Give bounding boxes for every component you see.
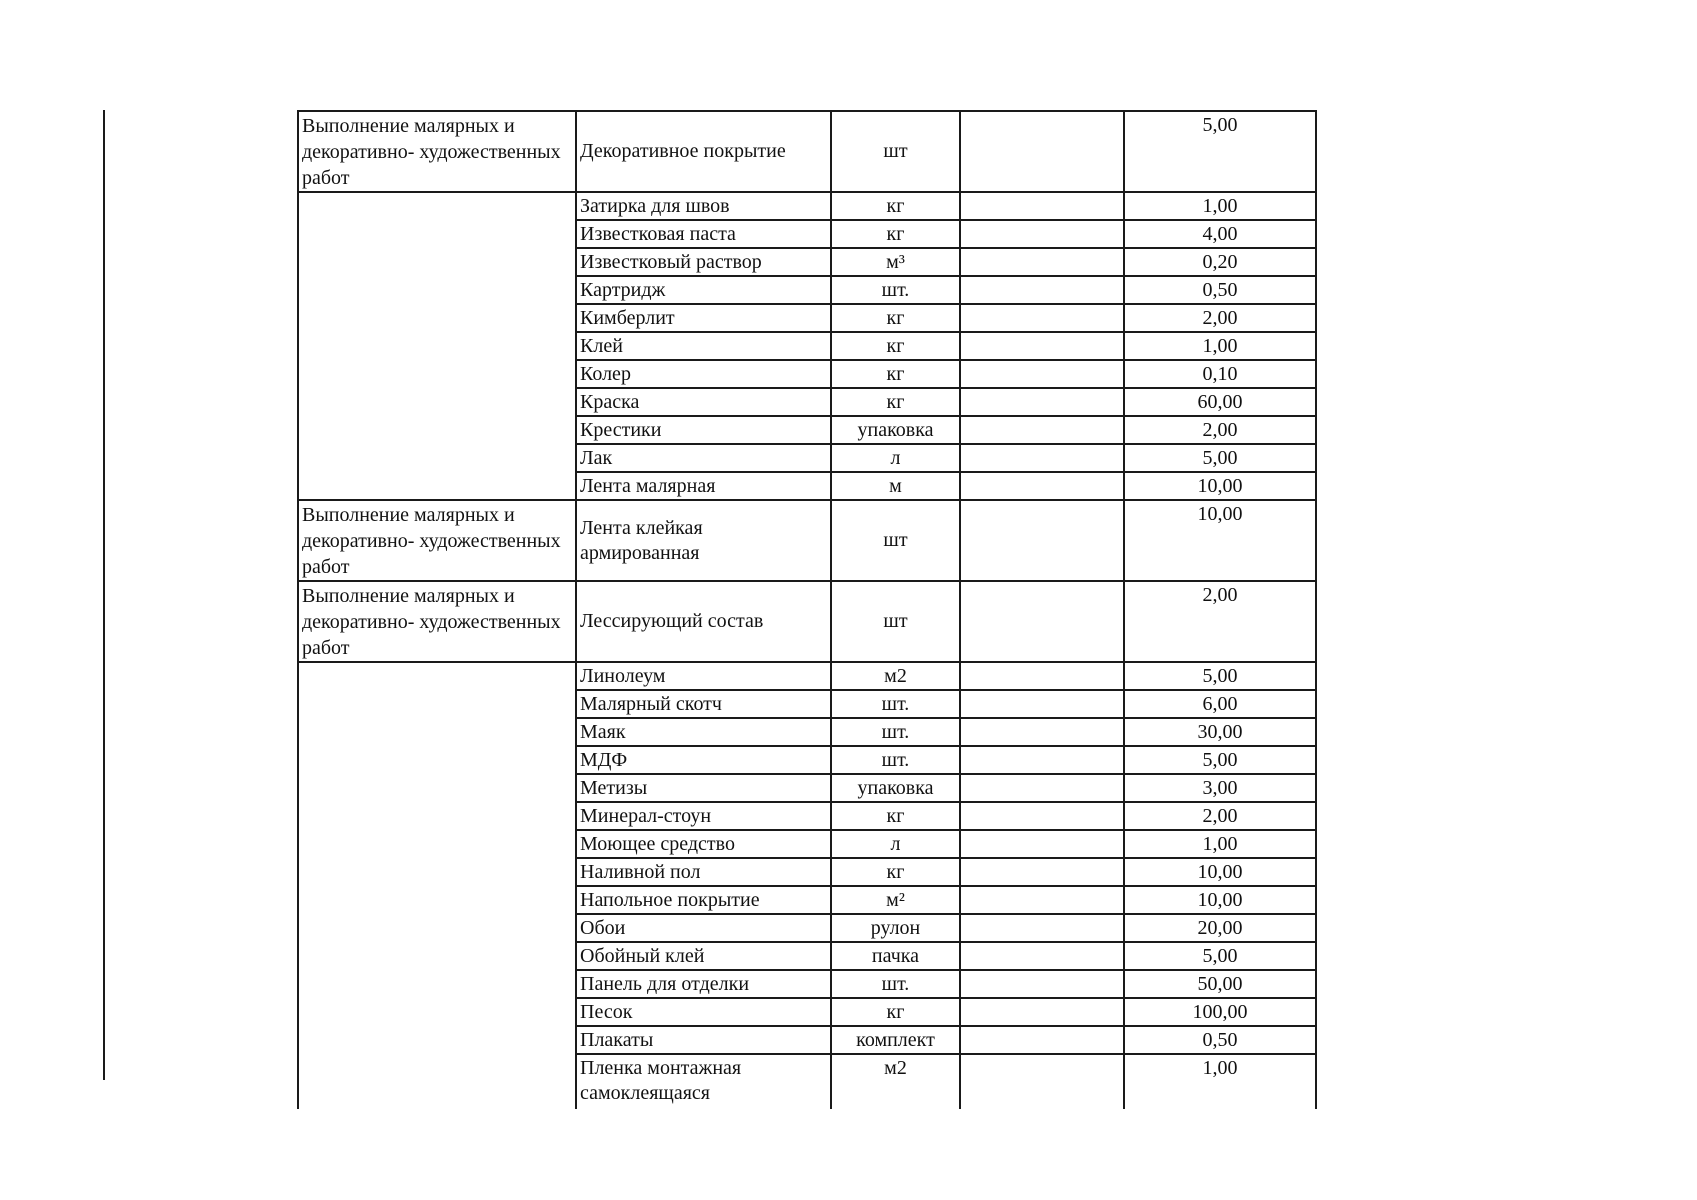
quantity-cell: 5,00: [1124, 662, 1316, 690]
unit-cell: упаковка: [831, 416, 960, 444]
quantity-cell: 5,00: [1124, 111, 1316, 192]
quantity-cell: 1,00: [1124, 192, 1316, 220]
work-type-cell: Выполнение малярных и декоративно- художественных работ: [298, 111, 576, 192]
material-name-cell: Моющее средство: [576, 830, 831, 858]
material-name-cell: Лак: [576, 444, 831, 472]
quantity-cell: 30,00: [1124, 718, 1316, 746]
blank-cell: [960, 111, 1124, 192]
blank-cell: [960, 830, 1124, 858]
unit-cell: кг: [831, 220, 960, 248]
quantity-cell: 1,00: [1124, 830, 1316, 858]
blank-cell: [960, 444, 1124, 472]
material-name-cell: Колер: [576, 360, 831, 388]
material-name-cell: Лента малярная: [576, 472, 831, 500]
blank-cell: [960, 388, 1124, 416]
table-row: [298, 111, 1316, 192]
quantity-cell: 2,00: [1124, 581, 1316, 662]
quantity-cell: 10,00: [1124, 886, 1316, 914]
quantity-cell: 10,00: [1124, 500, 1316, 581]
work-type-cell: [298, 662, 576, 1109]
material-name-cell: Лента клейкая армированная: [576, 500, 831, 581]
blank-cell: [960, 276, 1124, 304]
unit-cell: рулон: [831, 914, 960, 942]
unit-cell: кг: [831, 858, 960, 886]
blank-cell: [960, 581, 1124, 662]
unit-cell: шт.: [831, 970, 960, 998]
material-name-cell: Панель для отделки: [576, 970, 831, 998]
materials-table: [297, 110, 1317, 1109]
material-name-cell: Лессирующий состав: [576, 581, 831, 662]
material-name-cell: Напольное покрытие: [576, 886, 831, 914]
unit-cell: кг: [831, 360, 960, 388]
blank-cell: [960, 746, 1124, 774]
unit-cell: л: [831, 830, 960, 858]
quantity-cell: 50,00: [1124, 970, 1316, 998]
quantity-cell: 100,00: [1124, 998, 1316, 1026]
material-name-cell: Декоративное покрытие: [576, 111, 831, 192]
material-name-cell: Обои: [576, 914, 831, 942]
quantity-cell: 0,20: [1124, 248, 1316, 276]
material-name-cell: Краска: [576, 388, 831, 416]
unit-cell: м²: [831, 886, 960, 914]
material-name-cell: Пленка монтажная самоклеящаяся: [576, 1054, 831, 1109]
blank-cell: [960, 472, 1124, 500]
quantity-cell: 2,00: [1124, 416, 1316, 444]
material-name-cell: Крестики: [576, 416, 831, 444]
material-name-cell: Затирка для швов: [576, 192, 831, 220]
quantity-cell: 0,50: [1124, 1026, 1316, 1054]
quantity-cell: 6,00: [1124, 690, 1316, 718]
quantity-cell: 5,00: [1124, 746, 1316, 774]
quantity-cell: 60,00: [1124, 388, 1316, 416]
blank-cell: [960, 416, 1124, 444]
unit-cell: м2: [831, 1054, 960, 1109]
quantity-cell: 10,00: [1124, 858, 1316, 886]
unit-cell: шт.: [831, 276, 960, 304]
material-name-cell: Плакаты: [576, 1026, 831, 1054]
unit-cell: шт.: [831, 690, 960, 718]
work-type-cell: [298, 192, 576, 500]
quantity-cell: 10,00: [1124, 472, 1316, 500]
quantity-cell: 2,00: [1124, 802, 1316, 830]
blank-cell: [960, 802, 1124, 830]
blank-cell: [960, 332, 1124, 360]
unit-cell: шт.: [831, 746, 960, 774]
quantity-cell: 2,00: [1124, 304, 1316, 332]
material-name-cell: Линолеум: [576, 662, 831, 690]
material-name-cell: Наливной пол: [576, 858, 831, 886]
table-row: [298, 192, 1316, 220]
blank-cell: [960, 858, 1124, 886]
unit-cell: кг: [831, 332, 960, 360]
unit-cell: м: [831, 472, 960, 500]
unit-cell: шт: [831, 500, 960, 581]
blank-cell: [960, 1026, 1124, 1054]
material-name-cell: Кимберлит: [576, 304, 831, 332]
unit-cell: шт: [831, 581, 960, 662]
unit-cell: шт: [831, 111, 960, 192]
blank-cell: [960, 1054, 1124, 1109]
quantity-cell: 1,00: [1124, 332, 1316, 360]
blank-cell: [960, 304, 1124, 332]
material-name-cell: Малярный скотч: [576, 690, 831, 718]
unit-cell: кг: [831, 802, 960, 830]
quantity-cell: 0,50: [1124, 276, 1316, 304]
work-type-cell: Выполнение малярных и декоративно- художественных работ: [298, 581, 576, 662]
unit-cell: м³: [831, 248, 960, 276]
unit-cell: комплект: [831, 1026, 960, 1054]
blank-cell: [960, 248, 1124, 276]
unit-cell: кг: [831, 304, 960, 332]
table-row: [298, 662, 1316, 690]
blank-cell: [960, 970, 1124, 998]
material-name-cell: Метизы: [576, 774, 831, 802]
blank-cell: [960, 914, 1124, 942]
material-name-cell: Известковый раствор: [576, 248, 831, 276]
materials-table-body: [298, 111, 1316, 1109]
quantity-cell: 4,00: [1124, 220, 1316, 248]
blank-cell: [960, 774, 1124, 802]
material-name-cell: Клей: [576, 332, 831, 360]
unit-cell: л: [831, 444, 960, 472]
quantity-cell: 3,00: [1124, 774, 1316, 802]
material-name-cell: Обойный клей: [576, 942, 831, 970]
unit-cell: кг: [831, 192, 960, 220]
blank-cell: [960, 192, 1124, 220]
unit-cell: м2: [831, 662, 960, 690]
blank-cell: [960, 886, 1124, 914]
material-name-cell: Минерал-стоун: [576, 802, 831, 830]
left-margin-line: [103, 110, 105, 1080]
blank-cell: [960, 998, 1124, 1026]
quantity-cell: 5,00: [1124, 444, 1316, 472]
unit-cell: упаковка: [831, 774, 960, 802]
material-name-cell: Песок: [576, 998, 831, 1026]
blank-cell: [960, 942, 1124, 970]
quantity-cell: 0,10: [1124, 360, 1316, 388]
unit-cell: шт.: [831, 718, 960, 746]
blank-cell: [960, 718, 1124, 746]
material-name-cell: Картридж: [576, 276, 831, 304]
work-type-cell: Выполнение малярных и декоративно- художественных работ: [298, 500, 576, 581]
blank-cell: [960, 360, 1124, 388]
blank-cell: [960, 690, 1124, 718]
unit-cell: кг: [831, 388, 960, 416]
quantity-cell: 20,00: [1124, 914, 1316, 942]
material-name-cell: МДФ: [576, 746, 831, 774]
material-name-cell: Маяк: [576, 718, 831, 746]
blank-cell: [960, 662, 1124, 690]
blank-cell: [960, 500, 1124, 581]
quantity-cell: 1,00: [1124, 1054, 1316, 1109]
table-row: [298, 500, 1316, 581]
table-row: [298, 581, 1316, 662]
blank-cell: [960, 220, 1124, 248]
quantity-cell: 5,00: [1124, 942, 1316, 970]
unit-cell: пачка: [831, 942, 960, 970]
material-name-cell: Известковая паста: [576, 220, 831, 248]
unit-cell: кг: [831, 998, 960, 1026]
